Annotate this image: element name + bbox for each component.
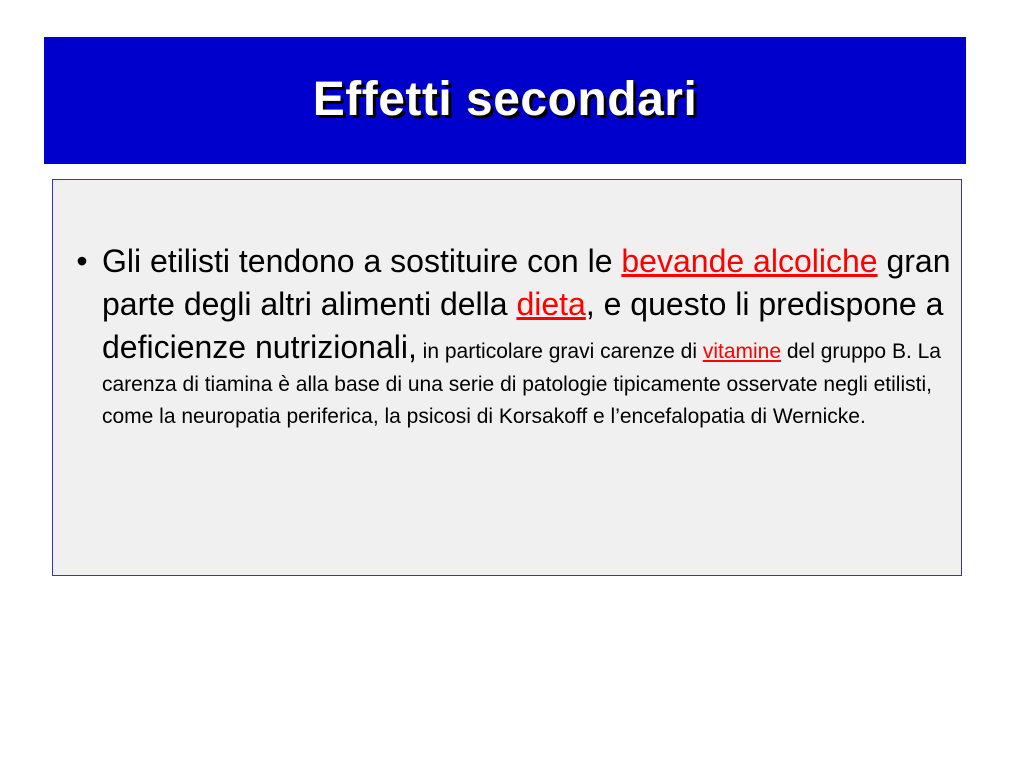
- content-box: [52, 179, 962, 576]
- title-bar: [44, 37, 966, 164]
- link-bevande-alcoliche[interactable]: bevande alcoliche: [621, 243, 878, 279]
- slide-title: Effetti secondari: [312, 73, 698, 126]
- paragraph-text-1: Gli etilisti tendono a sostituire con le: [102, 243, 622, 279]
- paragraph-text-3: , e questo li predispone a deficienze nutrizionali,: [102, 286, 944, 365]
- paragraph-text-5: del gruppo B. La carenza di tiamina è alla base di una serie di patologie tipicamente osservate negli etilisti, come la neuropatia periferica, la psicosi di Korsakoff e l’encefalopatia di Wernicke.: [102, 340, 941, 428]
- bullet-icon: •: [76, 243, 88, 279]
- link-dieta[interactable]: dieta: [516, 286, 586, 322]
- bullet-item: [62, 240, 952, 433]
- bullet-paragraph: [102, 240, 952, 433]
- paragraph-text-2: gran parte degli altri alimenti della: [102, 243, 951, 322]
- paragraph-text-4: in particolare gravi carenze di: [416, 340, 703, 363]
- link-vitamine[interactable]: vitamine: [702, 340, 782, 363]
